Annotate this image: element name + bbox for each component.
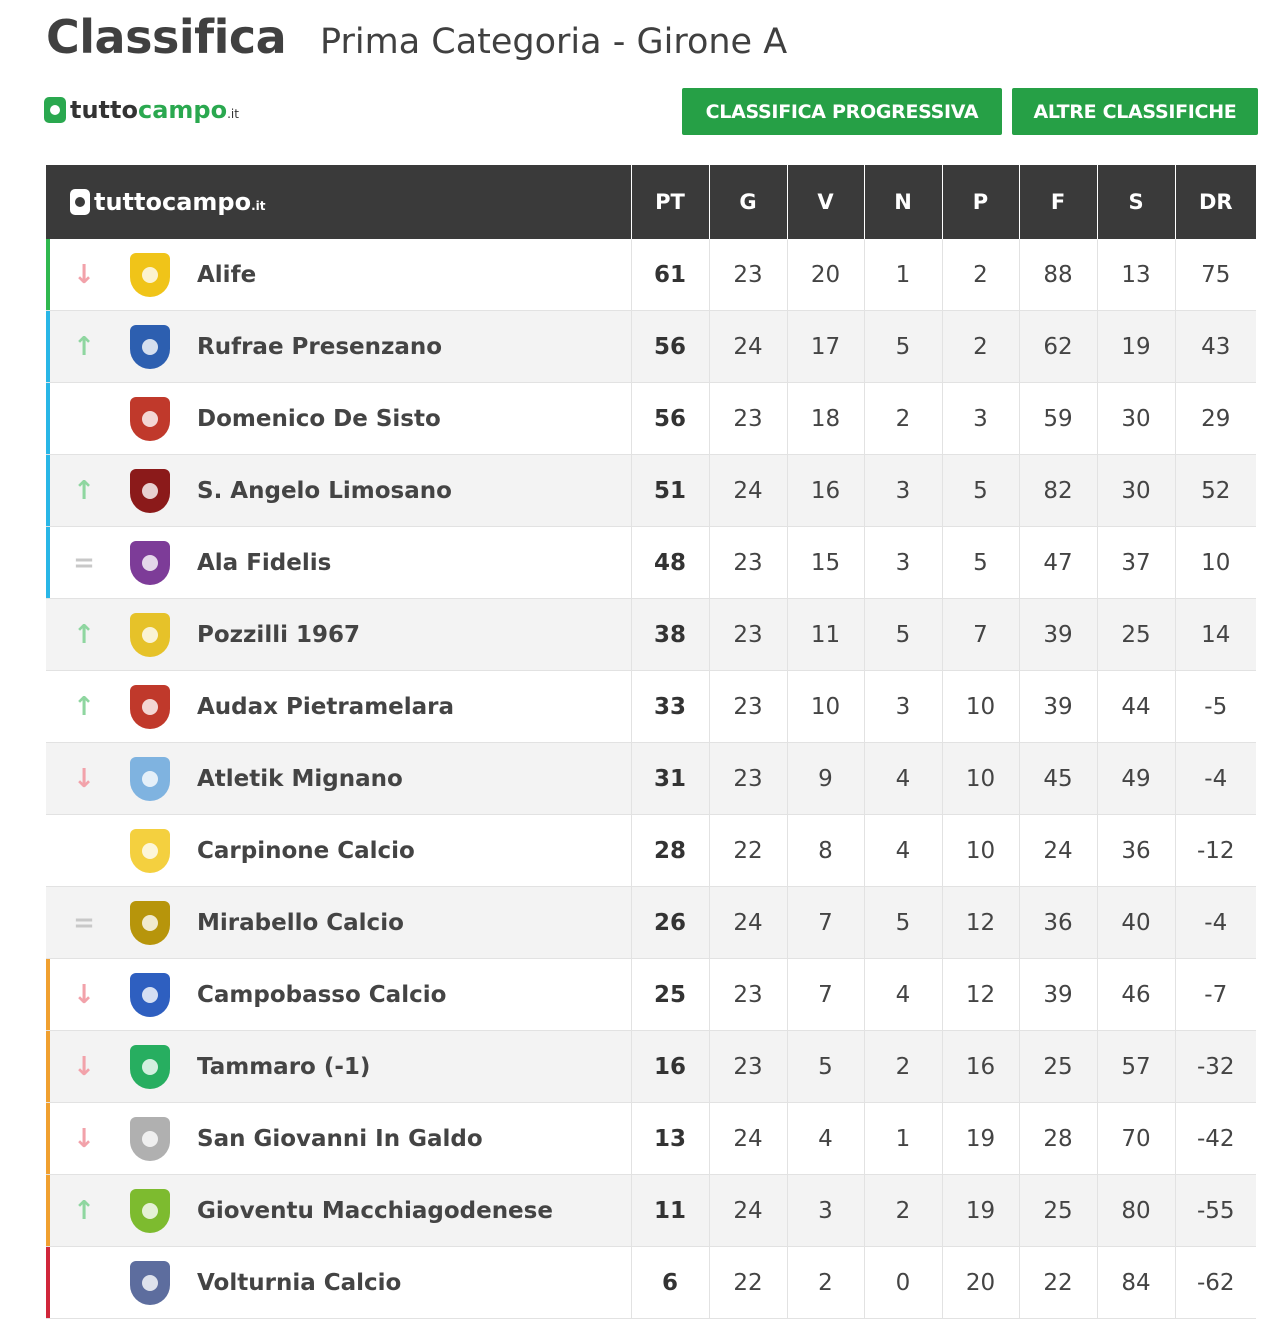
stat-dr: -4 [1175, 743, 1256, 815]
stat-pt: 31 [631, 743, 709, 815]
logo-text-it: .it [227, 107, 239, 121]
stat-v: 4 [787, 1103, 864, 1175]
team-crest-icon[interactable] [130, 253, 170, 297]
trend-down-icon: ↓ [73, 260, 95, 290]
stat-g: 23 [709, 959, 787, 1031]
trend-down-icon: ↓ [73, 1124, 95, 1154]
stat-f: 22 [1019, 1247, 1097, 1319]
team-cell[interactable] [46, 887, 631, 959]
stat-s: 57 [1097, 1031, 1175, 1103]
stat-v: 3 [787, 1175, 864, 1247]
stat-pt: 13 [631, 1103, 709, 1175]
stat-dr: 43 [1175, 311, 1256, 383]
stat-p: 10 [942, 671, 1019, 743]
team-cell[interactable] [46, 1175, 631, 1247]
stat-s: 25 [1097, 599, 1175, 671]
stat-p: 12 [942, 887, 1019, 959]
stat-dr: 52 [1175, 455, 1256, 527]
stat-pt: 38 [631, 599, 709, 671]
stat-s: 36 [1097, 815, 1175, 887]
table-row[interactable] [46, 239, 1256, 311]
stat-pt: 6 [631, 1247, 709, 1319]
logo-text-campo: campo [138, 96, 228, 124]
stat-g: 24 [709, 1175, 787, 1247]
team-cell[interactable] [46, 1103, 631, 1175]
team-crest-icon[interactable] [130, 1045, 170, 1089]
team-name[interactable]: Audax Pietramelara [197, 693, 455, 720]
stat-s: 13 [1097, 239, 1175, 311]
stat-s: 19 [1097, 311, 1175, 383]
stat-g: 23 [709, 239, 787, 311]
table-row[interactable] [46, 383, 1256, 455]
team-name[interactable]: Volturnia Calcio [197, 1269, 402, 1296]
column-header-v[interactable]: V [787, 165, 864, 239]
stat-n: 2 [864, 1031, 942, 1103]
table-row[interactable] [46, 311, 1256, 383]
team-cell[interactable] [46, 959, 631, 1031]
table-row[interactable] [46, 1031, 1256, 1103]
stat-f: 47 [1019, 527, 1097, 599]
stat-g: 23 [709, 599, 787, 671]
stat-v: 15 [787, 527, 864, 599]
stat-v: 2 [787, 1247, 864, 1319]
table-row[interactable] [46, 527, 1256, 599]
crest-emblem [142, 339, 158, 355]
tuttocampo-logo-icon [70, 189, 90, 215]
column-header-p[interactable]: P [942, 165, 1019, 239]
team-name[interactable]: Rufrae Presenzano [197, 333, 443, 360]
stat-v: 8 [787, 815, 864, 887]
team-crest-icon[interactable] [130, 685, 170, 729]
stat-n: 1 [864, 1103, 942, 1175]
stat-pt: 61 [631, 239, 709, 311]
stat-n: 4 [864, 815, 942, 887]
stat-g: 23 [709, 527, 787, 599]
stat-f: 25 [1019, 1175, 1097, 1247]
crest-emblem [142, 267, 158, 283]
stat-n: 4 [864, 743, 942, 815]
stat-f: 39 [1019, 959, 1097, 1031]
trend-up-icon: ↑ [73, 1196, 95, 1226]
stat-s: 70 [1097, 1103, 1175, 1175]
trend-down-icon: ↓ [73, 980, 95, 1010]
table-head-logo-text: tuttocampo [94, 188, 252, 216]
stat-dr: -5 [1175, 671, 1256, 743]
stat-pt: 51 [631, 455, 709, 527]
table-row[interactable] [46, 1103, 1256, 1175]
stat-v: 16 [787, 455, 864, 527]
stat-f: 25 [1019, 1031, 1097, 1103]
stat-f: 28 [1019, 1103, 1097, 1175]
trend-down-icon: ↓ [73, 764, 95, 794]
stat-p: 12 [942, 959, 1019, 1031]
stat-p: 10 [942, 815, 1019, 887]
stat-n: 0 [864, 1247, 942, 1319]
crest-emblem [142, 1059, 158, 1075]
stat-g: 24 [709, 455, 787, 527]
crest-emblem [142, 915, 158, 931]
stat-f: 82 [1019, 455, 1097, 527]
stat-p: 5 [942, 527, 1019, 599]
team-crest-icon[interactable] [130, 901, 170, 945]
team-name[interactable]: Atletik Mignano [197, 765, 403, 792]
stat-n: 3 [864, 527, 942, 599]
stat-p: 16 [942, 1031, 1019, 1103]
standings-header-row [46, 165, 1256, 239]
table-row[interactable] [46, 671, 1256, 743]
trend-up-icon: ↑ [73, 620, 95, 650]
team-name[interactable]: Carpinone Calcio [197, 837, 415, 864]
stat-dr: -55 [1175, 1175, 1256, 1247]
stat-f: 39 [1019, 671, 1097, 743]
team-cell[interactable] [46, 743, 631, 815]
stat-n: 5 [864, 311, 942, 383]
zone-indicator [46, 1031, 50, 1102]
stat-s: 30 [1097, 455, 1175, 527]
team-cell[interactable] [46, 599, 631, 671]
team-cell[interactable] [46, 239, 631, 311]
team-cell[interactable] [46, 815, 631, 887]
team-cell[interactable] [46, 455, 631, 527]
stat-n: 5 [864, 599, 942, 671]
stat-s: 44 [1097, 671, 1175, 743]
table-row[interactable] [46, 815, 1256, 887]
stat-f: 59 [1019, 383, 1097, 455]
stat-v: 7 [787, 959, 864, 1031]
team-crest-icon[interactable] [130, 397, 170, 441]
team-cell[interactable] [46, 1031, 631, 1103]
table-row[interactable] [46, 599, 1256, 671]
stat-g: 22 [709, 1247, 787, 1319]
team-crest-icon[interactable] [130, 613, 170, 657]
crest-emblem [142, 771, 158, 787]
stat-s: 80 [1097, 1175, 1175, 1247]
stat-s: 37 [1097, 527, 1175, 599]
stat-pt: 28 [631, 815, 709, 887]
team-name[interactable]: San Giovanni In Galdo [197, 1125, 483, 1152]
team-name[interactable]: Pozzilli 1967 [197, 621, 360, 648]
stat-n: 3 [864, 455, 942, 527]
crest-emblem [142, 1203, 158, 1219]
classifica-progressiva-button[interactable]: CLASSIFICA PROGRESSIVA [682, 88, 1002, 135]
stat-dr: -12 [1175, 815, 1256, 887]
trend-up-icon: ↑ [73, 692, 95, 722]
trend-equal-icon: = [73, 548, 95, 578]
stat-v: 5 [787, 1031, 864, 1103]
stat-n: 2 [864, 1175, 942, 1247]
team-cell[interactable] [46, 1247, 631, 1319]
table-head-logo-it: .it [251, 199, 266, 213]
team-name[interactable]: Campobasso Calcio [197, 981, 447, 1008]
trend-up-icon: ↑ [73, 476, 95, 506]
crest-emblem [142, 1275, 158, 1291]
crest-emblem [142, 1131, 158, 1147]
stat-f: 36 [1019, 887, 1097, 959]
zone-indicator [46, 239, 50, 310]
stat-p: 20 [942, 1247, 1019, 1319]
column-header-n[interactable]: N [864, 165, 942, 239]
team-cell[interactable] [46, 383, 631, 455]
column-header-f[interactable]: F [1019, 165, 1097, 239]
stat-f: 45 [1019, 743, 1097, 815]
team-cell[interactable] [46, 311, 631, 383]
column-header-g[interactable]: G [709, 165, 787, 239]
stat-s: 49 [1097, 743, 1175, 815]
stat-s: 40 [1097, 887, 1175, 959]
crest-emblem [142, 483, 158, 499]
stat-pt: 56 [631, 383, 709, 455]
team-name[interactable]: Gioventu Macchiagodenese [197, 1197, 553, 1224]
stat-f: 88 [1019, 239, 1097, 311]
team-crest-icon[interactable] [130, 1261, 170, 1305]
column-header-pt[interactable]: PT [631, 165, 709, 239]
stat-p: 2 [942, 311, 1019, 383]
tuttocampo-logo[interactable] [44, 94, 239, 126]
stat-p: 10 [942, 743, 1019, 815]
stat-n: 5 [864, 887, 942, 959]
team-name[interactable]: Alife [197, 261, 257, 288]
crest-emblem [142, 987, 158, 1003]
stat-g: 22 [709, 815, 787, 887]
stat-f: 62 [1019, 311, 1097, 383]
stat-f: 39 [1019, 599, 1097, 671]
page-subtitle: Prima Categoria - Girone A [320, 22, 788, 62]
team-crest-icon[interactable] [130, 973, 170, 1017]
stat-s: 30 [1097, 383, 1175, 455]
stat-v: 11 [787, 599, 864, 671]
column-header-s[interactable]: S [1097, 165, 1175, 239]
team-crest-icon[interactable] [130, 1189, 170, 1233]
zone-indicator [46, 959, 50, 1030]
stat-p: 19 [942, 1103, 1019, 1175]
team-crest-icon[interactable] [130, 469, 170, 513]
stat-pt: 16 [631, 1031, 709, 1103]
stat-n: 4 [864, 959, 942, 1031]
stat-g: 23 [709, 1031, 787, 1103]
stat-p: 3 [942, 383, 1019, 455]
stat-g: 23 [709, 383, 787, 455]
table-head-brand [46, 165, 631, 239]
stat-pt: 33 [631, 671, 709, 743]
trend-down-icon: ↓ [73, 1052, 95, 1082]
team-name[interactable]: Ala Fidelis [197, 549, 332, 576]
stat-dr: -7 [1175, 959, 1256, 1031]
team-name[interactable]: Tammaro (-1) [197, 1053, 371, 1080]
table-row[interactable] [46, 1247, 1256, 1319]
stat-f: 24 [1019, 815, 1097, 887]
stat-v: 18 [787, 383, 864, 455]
stat-pt: 48 [631, 527, 709, 599]
team-crest-icon[interactable] [130, 541, 170, 585]
stat-pt: 26 [631, 887, 709, 959]
stat-n: 2 [864, 383, 942, 455]
stat-s: 46 [1097, 959, 1175, 1031]
tuttocampo-logo-icon [44, 97, 66, 123]
stat-g: 24 [709, 887, 787, 959]
stat-g: 24 [709, 1103, 787, 1175]
standings-table [46, 165, 1256, 1319]
stat-pt: 25 [631, 959, 709, 1031]
team-crest-icon[interactable] [130, 1117, 170, 1161]
table-row[interactable] [46, 743, 1256, 815]
stat-dr: -32 [1175, 1031, 1256, 1103]
stat-s: 84 [1097, 1247, 1175, 1319]
stat-p: 5 [942, 455, 1019, 527]
zone-indicator [46, 1103, 50, 1174]
stat-dr: -42 [1175, 1103, 1256, 1175]
crest-emblem [142, 555, 158, 571]
team-cell[interactable] [46, 671, 631, 743]
stat-dr: 29 [1175, 383, 1256, 455]
crest-emblem [142, 627, 158, 643]
table-row[interactable] [46, 959, 1256, 1031]
stat-g: 24 [709, 311, 787, 383]
zone-indicator [46, 1175, 50, 1246]
column-header-dr[interactable]: DR [1175, 165, 1256, 239]
table-row[interactable] [46, 1175, 1256, 1247]
zone-indicator [46, 1247, 50, 1318]
zone-indicator [46, 311, 50, 382]
stat-pt: 56 [631, 311, 709, 383]
stat-n: 1 [864, 239, 942, 311]
trend-equal-icon: = [73, 908, 95, 938]
team-name[interactable]: Mirabello Calcio [197, 909, 404, 936]
stat-v: 17 [787, 311, 864, 383]
team-crest-icon[interactable] [130, 325, 170, 369]
crest-emblem [142, 699, 158, 715]
zone-indicator [46, 527, 50, 598]
zone-indicator [46, 383, 50, 454]
logo-text-tutto: tutto [70, 96, 138, 124]
stat-v: 9 [787, 743, 864, 815]
stat-dr: 14 [1175, 599, 1256, 671]
altre-classifiche-button[interactable]: ALTRE CLASSIFICHE [1012, 88, 1258, 135]
stat-v: 7 [787, 887, 864, 959]
stat-n: 3 [864, 671, 942, 743]
stat-dr: 10 [1175, 527, 1256, 599]
stat-g: 23 [709, 743, 787, 815]
table-row[interactable] [46, 887, 1256, 959]
stat-g: 23 [709, 671, 787, 743]
trend-up-icon: ↑ [73, 332, 95, 362]
table-row[interactable] [46, 455, 1256, 527]
team-name[interactable]: S. Angelo Limosano [197, 477, 452, 504]
stat-dr: 75 [1175, 239, 1256, 311]
zone-indicator [46, 455, 50, 526]
stat-p: 19 [942, 1175, 1019, 1247]
stat-p: 2 [942, 239, 1019, 311]
stat-pt: 11 [631, 1175, 709, 1247]
stat-v: 20 [787, 239, 864, 311]
stat-dr: -4 [1175, 887, 1256, 959]
stat-dr: -62 [1175, 1247, 1256, 1319]
page-title: Classifica [46, 10, 287, 64]
team-name[interactable]: Domenico De Sisto [197, 405, 441, 432]
team-crest-icon[interactable] [130, 757, 170, 801]
crest-emblem [142, 843, 158, 859]
team-crest-icon[interactable] [130, 829, 170, 873]
crest-emblem [142, 411, 158, 427]
stat-p: 7 [942, 599, 1019, 671]
team-cell[interactable] [46, 527, 631, 599]
stat-v: 10 [787, 671, 864, 743]
